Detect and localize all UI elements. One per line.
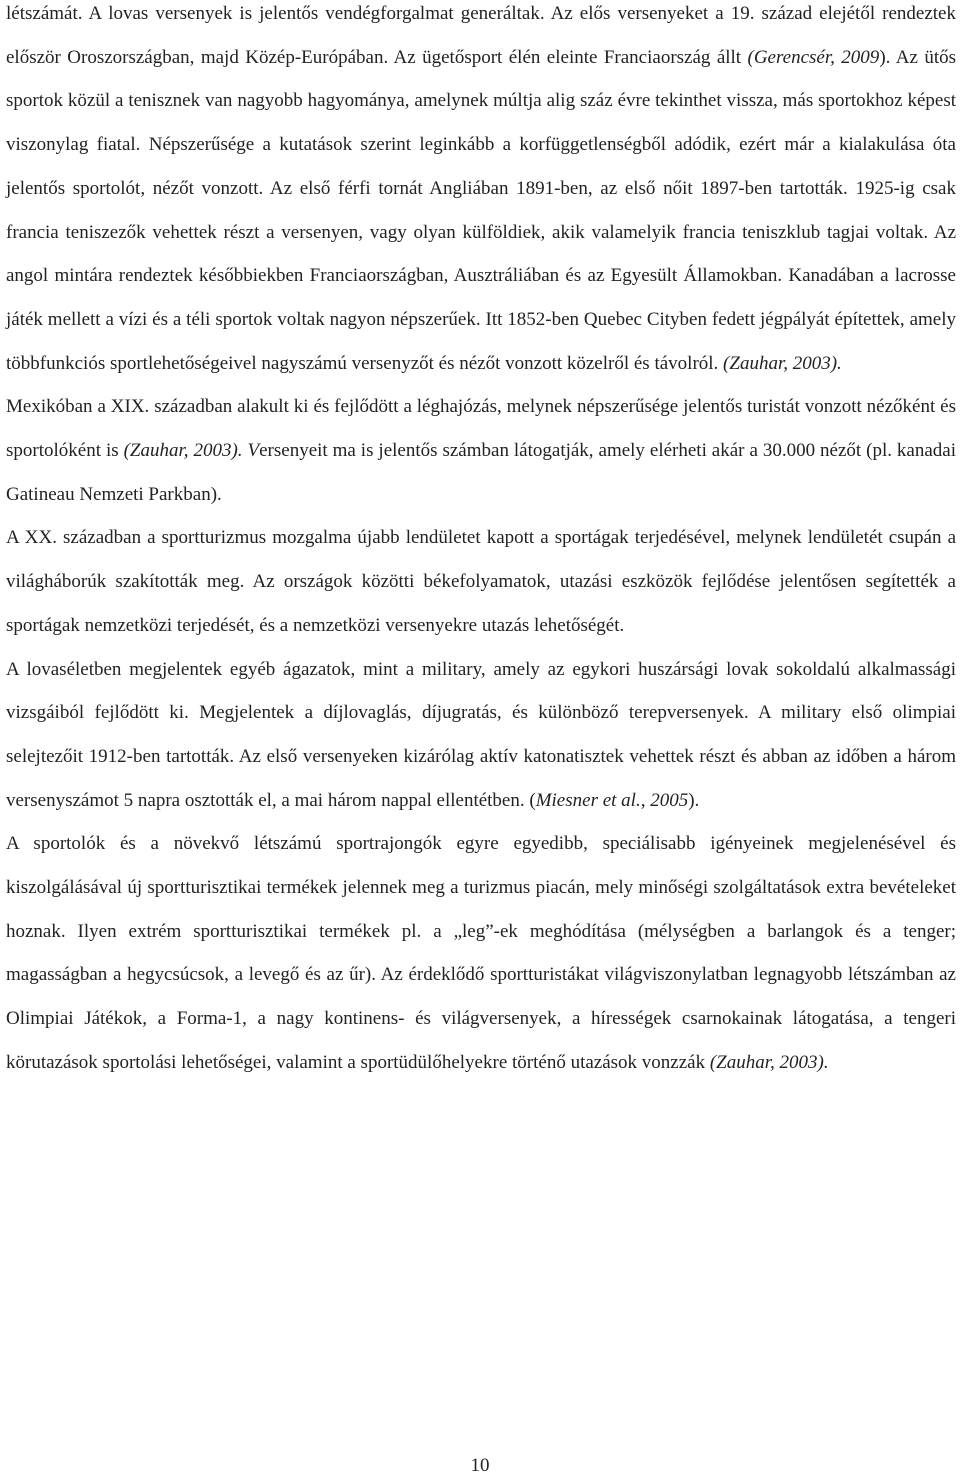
text-segment: A sportolók és a növekvő létszámú sportrajongók egyre egyedibb, speciálisabb igényeinek megjelenésével és kiszolgálásával új sportturisztikai termékek jelennek meg a turizmus piacán, mely minőségi szolgáltatások extra bevételeket hoznak. Ilyen extrém sportturisztikai termékek pl. a „leg”-ek meghódítása (mélységben a barlangok és a tenger; magasságban a hegycsúcsok, a levegő és az űr). Az érdeklődő sportturistákat világviszonylatban legnagyobb létszámban az Olimpiai Játékok, a Forma-1, a nagy kontinens- és világversenyek, a hírességek csarnokainak látogatása, a tengeri körutazások sportolási lehetőségei, valamint a sportüdülőhelyekre történő utazások vonzzák [6,833,956,1073]
text-segment: ersenyeit ma is jelentős számban látogatják, amely elérheti akár a 30.000 nézőt (pl. kanadai Gatineau Nemzeti Parkban). [6,440,957,505]
text-segment: ). [688,789,700,811]
text-segment: A lovaséletben megjelentek egyéb ágazatok, mint a military, amely az egykori huszársági lovak sokoldalú alkalmassági vizsgáiból fejlődött ki. Megjelentek a díjlovaglás, díjugratás, és különböző terepversenyek. A military első olimpiai selejtezőit 1912-ben tartották. Az első versenyeken kizárólag aktív katonatisztek vehettek részt és abban az időben a három versenyszámot 5 napra osztották el, a mai három nappal ellentétben. ( [6,658,956,811]
paragraph [6,385,956,516]
text-segment: ). Az ütős sportok közül a tenisznek van nagyobb hagyománya, amelynek múltja alig száz évre tekinthet vissza, más sportokhoz képest viszonylag fiatal. Népszerűsége a kutatások szerint leginkább a korfüggetlenségből adódik, ezért már a kialakulása óta jelentős sportolót, nézőt vonzott. Az első férfi tornát Angliában 1891-ben, az első nőit 1897-ben tartották. 1925-ig csak francia teniszezők vehettek részt a versenyen, vagy olyan külföldiek, akik valamelyik francia teniszklub tagjai voltak. Az angol mintára rendeztek későbbiekben Franciaországban, Ausztráliában és az Egyesült Államokban. Kanadában a lacrosse játék mellett a vízi és a téli sportok voltak nagyon népszerűek. Itt 1852-ben Quebec Cityben fedett jégpályát építettek, amely többfunkciós sportlehetőségeivel nagyszámú versenyzőt és nézőt vonzott közelről és távolról. [6,46,956,374]
citation: Miesner et al., 2005 [535,789,689,811]
citation: (Gerencsér, 2009 [747,46,880,68]
paragraph [6,0,956,385]
paragraph [6,822,956,1084]
text-segment: létszámát. A lovas versenyek is jelentős vendégforgalmat generáltak. Az elős versenyeket a 19. század elejétől rendeztek először Oroszországban, majd Közép-Európában. Az ügetősport élén eleinte Franciaország állt [6,3,956,68]
page-number: 10 [470,1455,490,1476]
document-body [6,0,956,1085]
citation: (Zauhar, 2003). V [123,440,260,462]
paragraph [6,516,956,647]
paragraph [6,648,956,823]
text-segment: A XX. században a sportturizmus mozgalma újabb lendületet kapott a sportágak terjedésével, melynek lendületét csupán a világháborúk szakították meg. Az országok közötti békefolyamatok, utazási eszközök fejlődése jelentősen segítették a sportágak nemzetközi terjedését, és a nemzetközi versenyekre utazás lehetőségét. [6,527,956,636]
citation: (Zauhar, 2003). [723,352,842,374]
citation: (Zauhar, 2003). [709,1051,829,1073]
text-segment: Mexikóban a XIX. században alakult ki és fejlődött a léghajózás, melynek népszerűsége jelentős turistát vonzott nézőként és sportolóként is [6,396,956,462]
